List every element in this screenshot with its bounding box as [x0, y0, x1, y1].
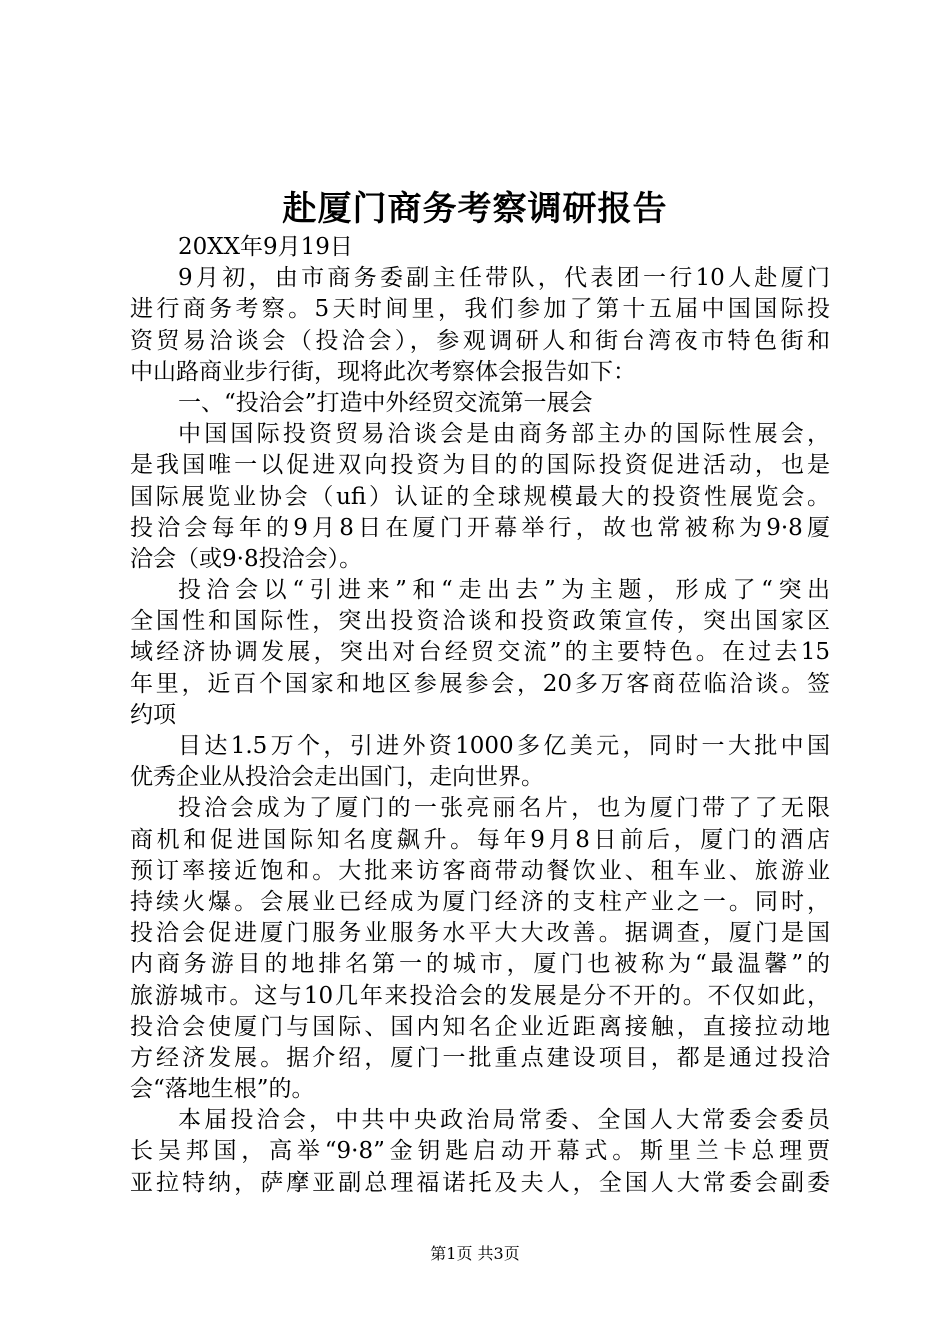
text-line: 商机和促进国际知名度飙升。每年9月8日前后，厦门的酒店	[130, 826, 830, 853]
text-line: 20XX年9月19日	[178, 234, 353, 260]
text-line: 一、“投洽会”打造中外经贸交流第一展会	[178, 389, 593, 416]
text-line: 内商务游目的地排名第一的城市，厦门也被称为“最温馨”的	[130, 951, 830, 978]
document-body	[130, 232, 830, 1199]
text-line: 年里，近百个国家和地区参展参会，20多万客商莅临洽谈。签	[130, 670, 830, 697]
text-line: 会“落地生根”的。	[130, 1076, 315, 1103]
document-title: 赴厦门商务考察调研报告	[282, 189, 668, 229]
text-line: 投洽会成为了厦门的一张亮丽名片，也为厦门带了了无限	[178, 795, 830, 822]
text-line: 中山路商业步行街，现将此次考察体会报告如下：	[130, 358, 636, 385]
text-line: 投洽会使厦门与国际、国内知名企业近距离接触，直接拉动地	[130, 1013, 830, 1040]
text-line: 投洽会促进厦门服务业服务水平大大改善。据调查，厦门是国	[130, 920, 830, 947]
text-line: 洽会（或9·8投洽会）。	[130, 545, 363, 572]
text-line: 是我国唯一以促进双向投资为目的的国际投资促进活动，也是	[130, 452, 830, 479]
text-line: 投洽会以“引进来”和“走出去”为主题，形成了“突出	[178, 577, 830, 604]
text-line: 目达1.5万个，引进外资1000多亿美元，同时一大批中国	[178, 733, 830, 759]
text-line: 长吴邦国，高举“9·8”金钥匙启动开幕式。斯里兰卡总理贾	[130, 1138, 830, 1165]
text-line: 亚拉特纳，萨摩亚副总理福诺托及夫人，全国人大常委会副委	[130, 1169, 830, 1196]
text-line: 9月初，由市商务委副主任带队，代表团一行10人赴厦门	[178, 265, 830, 292]
text-line: 方经济发展。据介绍，厦门一批重点建设项目，都是通过投洽	[130, 1044, 830, 1071]
text-line: 中国国际投资贸易洽谈会是由商务部主办的国际性展会，	[178, 421, 830, 448]
text-line: 国际展览业协会（ufi）认证的全球规模最大的投资性展览会。	[130, 483, 830, 510]
page-footer: 第1页 共3页	[430, 1244, 520, 1263]
text-line: 投洽会每年的9月8日在厦门开幕举行，故也常被称为9·8厦	[130, 514, 830, 541]
text-line: 约项	[130, 701, 176, 728]
text-line: 持续火爆。会展业已经成为厦门经济的支柱产业之一。同时，	[130, 888, 830, 915]
text-line: 资贸易洽谈会（投洽会），参观调研人和街台湾夜市特色街和	[130, 327, 830, 354]
text-line: 旅游城市。这与10几年来投洽会的发展是分不开的。不仅如此，	[130, 982, 830, 1009]
text-line: 进行商务考察。5天时间里，我们参加了第十五届中国国际投	[130, 296, 830, 323]
text-line: 域经济协调发展，突出对台经贸交流”的主要特色。在过去15	[130, 639, 830, 666]
text-line: 预订率接近饱和。大批来访客商带动餐饮业、租车业、旅游业	[130, 857, 830, 884]
text-line: 本届投洽会，中共中央政治局常委、全国人大常委会委员	[178, 1107, 830, 1134]
text-line: 全国性和国际性，突出投资洽谈和投资政策宣传，突出国家区	[130, 608, 830, 635]
text-line: 优秀企业从投洽会走出国门，走向世界。	[130, 764, 544, 791]
